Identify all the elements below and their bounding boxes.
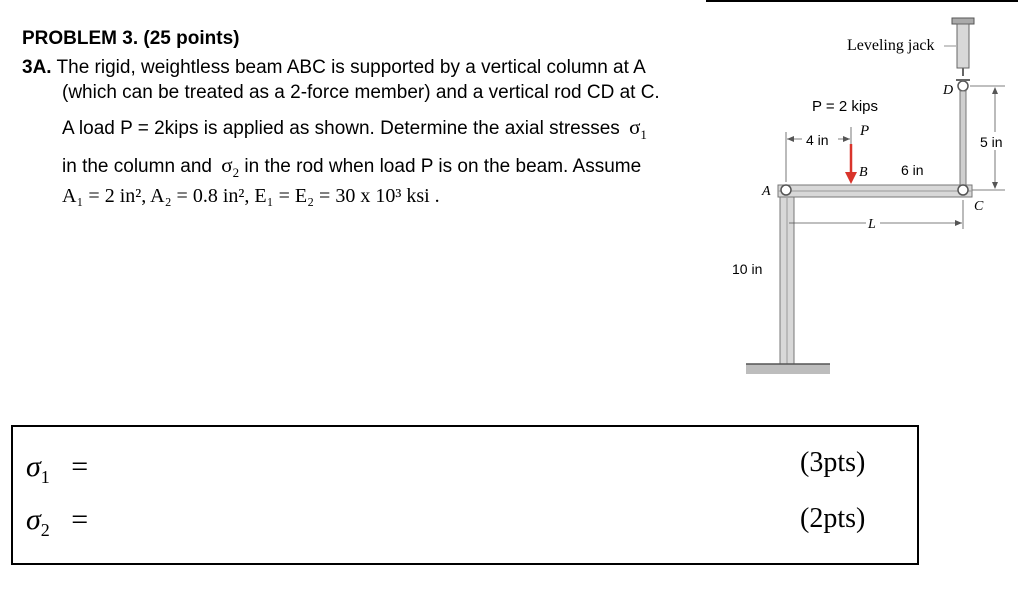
c-label: C <box>974 199 984 214</box>
top-rule <box>706 0 1018 2</box>
beam-diagram <box>730 14 1020 384</box>
answer-equals-2: = <box>71 503 89 536</box>
problem-title: PROBLEM 3. (25 points) <box>22 28 240 49</box>
dim-6in-label: 6 in <box>901 162 924 178</box>
problem-text-3: A load P = 2kips is applied as shown. Determine the axial stresses <box>62 118 620 139</box>
b-label: B <box>859 165 868 180</box>
sigma1-sub: 1 <box>640 126 647 142</box>
sigma2-symbol: σ <box>221 153 233 177</box>
points-sigma1: (3pts) <box>800 447 866 478</box>
leveling-jack-label: Leveling jack <box>847 37 935 54</box>
problem-line-4 <box>62 153 641 181</box>
answer-sigma2: σ <box>26 503 41 536</box>
load-label: P = 2 kips <box>812 98 879 115</box>
problem-text-4b: in the rod when load P is on the beam. Assume <box>244 156 642 177</box>
problem-line-1 <box>22 57 646 79</box>
dim-4in-arrow-left <box>787 136 794 142</box>
l-label: L <box>868 217 876 232</box>
problem-text-4a: in the column and <box>62 156 212 177</box>
dim-10in-label: 10 in <box>732 261 763 277</box>
problem-text-1: The rigid, weightless beam ABC is supported by a vertical column at A <box>56 57 646 78</box>
problem-line-2: (which can be treated as a 2-force member) and a vertical rod CD at C. <box>62 82 660 103</box>
sigma1-symbol: σ <box>629 115 641 139</box>
answer-sub1: 1 <box>40 467 50 487</box>
part-label: 3A. <box>22 57 52 78</box>
answer-row-2 <box>26 503 88 541</box>
pin-a <box>781 185 791 195</box>
ground-hatch <box>746 364 830 374</box>
dim-4in-label: 4 in <box>806 132 829 148</box>
jack-top-plate <box>952 18 974 24</box>
pin-c <box>958 185 968 195</box>
leveling-jack-body <box>957 24 969 68</box>
load-arrow-head <box>845 172 857 184</box>
rod-cd <box>960 91 966 187</box>
dim-4in-arrow-right <box>843 136 850 142</box>
dim-l-arrow-right <box>955 220 962 226</box>
d-label: D <box>943 83 954 98</box>
points-sigma2: (2pts) <box>800 503 866 534</box>
answer-sub2: 2 <box>40 520 50 540</box>
answer-sigma1: σ <box>26 450 41 483</box>
dim-5in-label: 5 in <box>980 134 1003 150</box>
problem-line-3 <box>62 115 647 143</box>
answer-equals-1: = <box>71 450 89 483</box>
sigma2-sub: 2 <box>232 164 240 180</box>
p-label: P <box>860 123 870 139</box>
dim-5in-arrow-top <box>992 87 998 94</box>
pin-d <box>958 81 968 91</box>
given-values: A₁ = 2 in², A₂ = 0.8 in², E₁ = E₂ = 30 x 10³ ksi . <box>62 185 440 207</box>
a-label: A <box>762 184 771 199</box>
dim-5in-arrow-bottom <box>992 182 998 189</box>
answer-row-1 <box>26 450 88 488</box>
answer-box <box>11 425 919 565</box>
